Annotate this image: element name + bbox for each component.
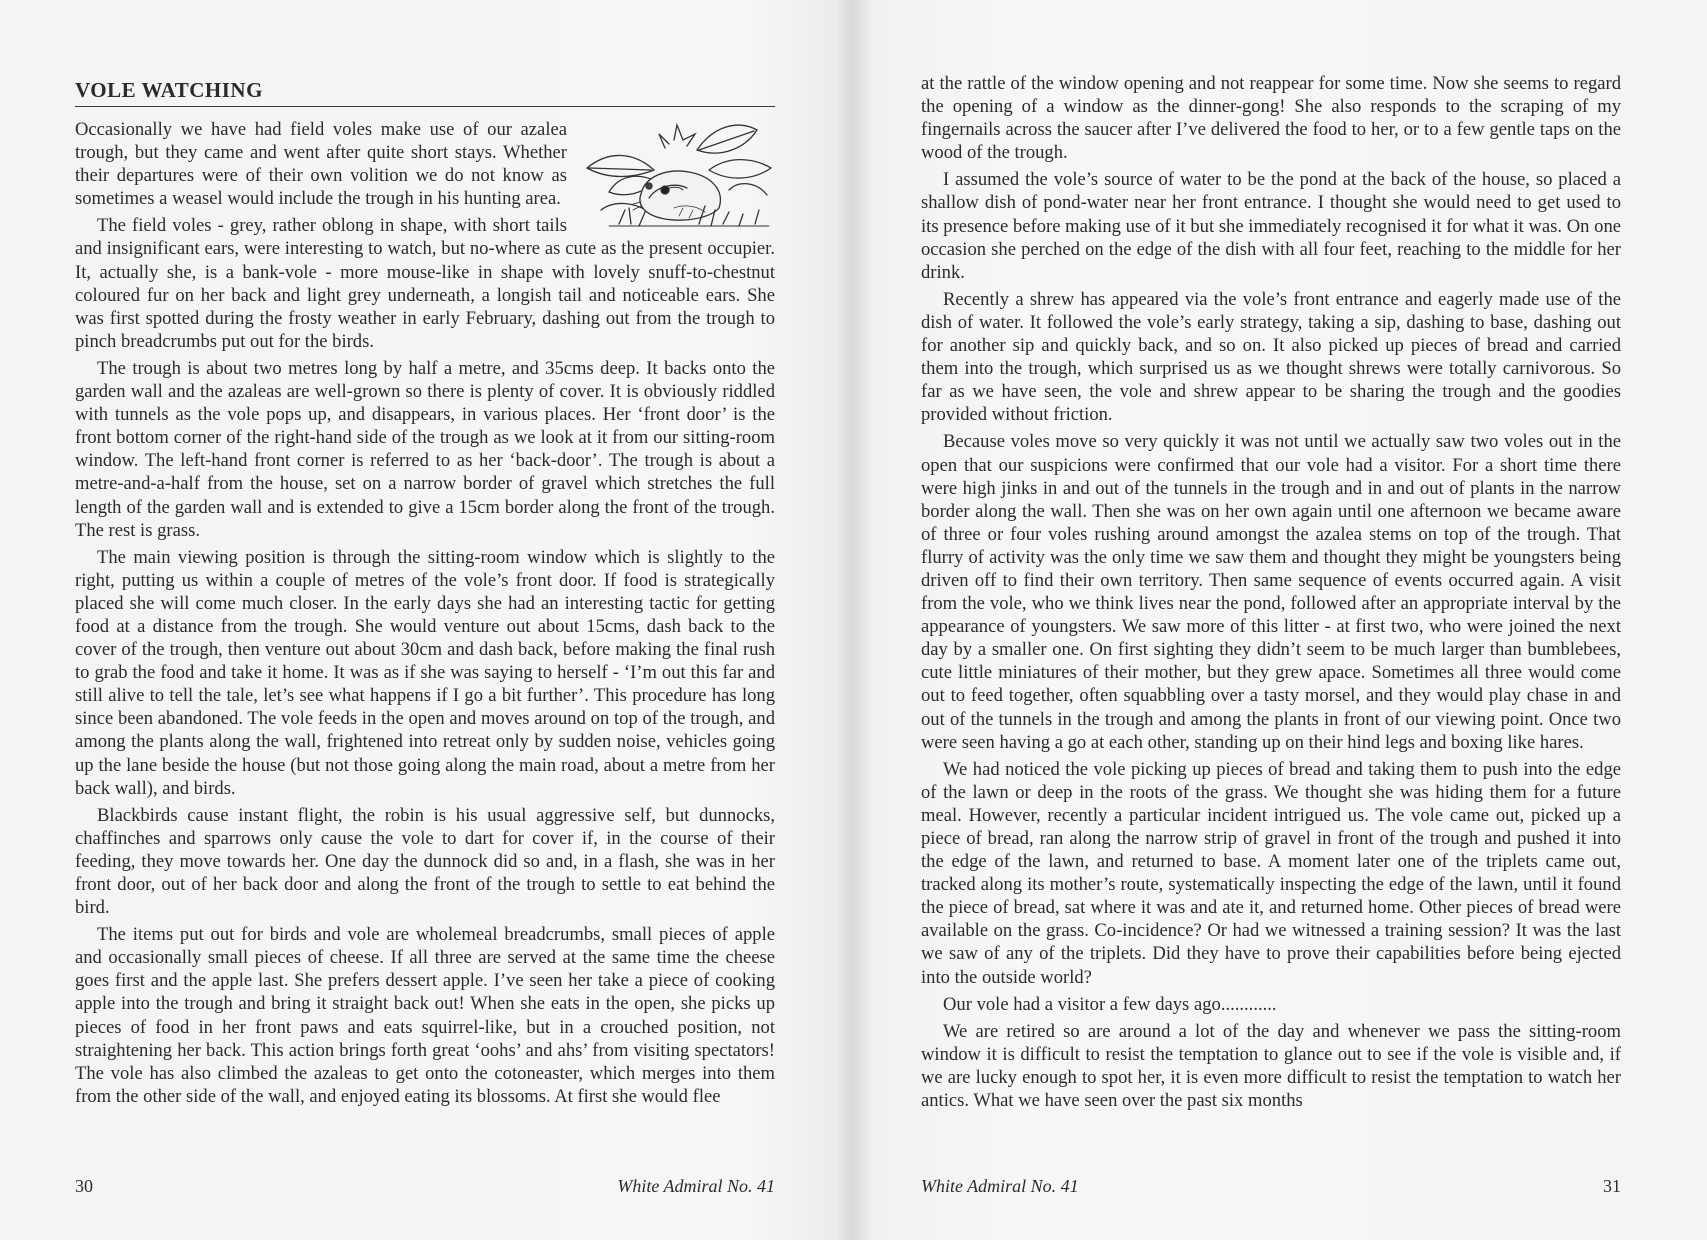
paragraph: The main viewing position is through the sitting-room window which is slightly to the right, putting us within a couple of metres of the vole’s front door. If food is strategically placed she will come much closer. In the early days she had an interesting tactic for getting food at a distance from the trough. She would venture out about 15cms, dash back to the cover of the trough, then venture out about 30cm and dash back, before making the final rush to grab the food and take it home. It was as if she was saying to herself - ‘I’m out this far and still alive to tell the tale, let’s see what happens if I go a bit further’. This procedure has long since been abandoned. The vole feeds in the open and moves around on top of the trough, and among the plants along the wall, frightened into retreat only by sudden noise, vehicles going up the lane beside the house (but not those going along the main road, about a metre from her back wall), and birds. [75,546,775,799]
magazine-issue: White Admiral No. 41 [617,1176,775,1196]
paragraph: Recently a shrew has appeared via the vole’s front entrance and eagerly made use of the dish of water. It followed the vole’s early strategy, taking a sip, dashing to base, dashing out for another sip and quickly back, and so on. It also picked up pieces of bread and carried them into the trough, which surprised us as we thought shrews were totally carnivorous. So far as we have seen, the vole and shrew appear to be sharing the trough and the goodies provided without friction. [921,288,1621,426]
paragraph: We had noticed the vole picking up pieces of bread and taking them to push into the edge of the lawn or deep in the roots of the grass. We thought she was hiding them for a future meal. However, recently a particular incident intrigued us. The vole came out, picked up a piece of bread, ran along the narrow strip of gravel in front of the trough and pushed it into the edge of the lawn, and returned to base. A moment later one of the triplets came out, tracked along its mother’s route, systematically inspecting the edge of the lawn, until it found the piece of bread, sat where it was and ate it, and returned home. Other pieces of bread were available on the grass. Co-incidence? Or had we witnessed a training session? It was the last we saw of any of the triplets. Did they have to prove their capabilities before being ejected into the outside world? [921,758,1621,988]
right-page [856,0,1707,1240]
magazine-issue: White Admiral No. 41 [921,1176,1079,1196]
left-page-text [75,118,775,1112]
right-page-text [921,72,1621,1116]
paragraph: The trough is about two metres long by half a metre, and 35cms deep. It backs onto the garden wall and the azaleas are well-grown so there is plenty of cover. It is obviously riddled with tunnels as the vole pops up, and disappears, in various places. Her ‘front door’ is the front bottom corner of the right-hand side of the trough as we look at it from our sitting-room window. The left-hand front corner is referred to as her ‘back-door’. The trough is about a metre-and-a-half from the house, set on a narrow border of gravel which stretches the full length of the garden wall and is extended to give a 15cm border along the front of the trough. The rest is grass. [75,357,775,541]
paragraph: Our vole had a visitor a few days ago............ [943,993,1277,1015]
vole-illustration [579,120,775,232]
paragraph: at the rattle of the window opening and not reappear for some time. Now she seems to regard the opening of a window as the dinner-gong! She also responds to the scraping of my fingernails across the saucer after I’ve delivered the food to her, or to a few gentle taps on the wood of the trough. [921,73,1621,164]
paragraph: Blackbirds cause instant flight, the robin is his usual aggressive self, but dunnocks, chaffinches and sparrows only cause the vole to dart for cover if, in the course of their feeding, they move towards her. One day the dunnock did so and, in a flash, she was in her front door, out of her back door and along the front of the trough to settle to eat behind the bird. [75,804,775,919]
page-number: 30 [75,1176,93,1196]
paragraph: I assumed the vole’s source of water to be the pond at the back of the house, so placed a shallow dish of pond-water near her front entrance. I thought she would need to get used to its presence before making use of it but she immediately recognised it for what it was. On one occasion she perched on the edge of the dish with all four feet, reaching to the middle for her drink. [921,169,1621,283]
article-title: VOLE WATCHING [75,78,775,107]
page-number: 31 [1603,1176,1621,1196]
paragraph: Because voles move so very quickly it was not until we actually saw two voles out in the open that our suspicions were confirmed that our vole had a visitor. For a short time there were high jinks in and out of the tunnels in the trough and in and out of plants in the narrow border along the wall. Then she was on her own again until one afternoon we became aware of three or four voles rushing around amongst the azalea stems on top of the trough. That flurry of activity was the only time we saw them and thought they might be youngsters being driven off to find their own territory. Then same sequence of events occurred again. A visit from the vole, who we think lives near the pond, followed after an appropriate interval by the appearance of youngsters. We saw more of this litter - at first two, who were joined the next day by a smaller one. On first sighting they didn’t seem to be much larger than bumblebees, cute little miniatures of their mother, but they grew apace. Sometimes all three would come out to feed together, often squabbling over a tasty morsel, and they would play chase in and out of the tunnels in the trough and among the plants in front of our viewing point. Once two were seen having a go at each other, standing up on their hind legs and boxing like hares. [921,431,1621,753]
left-page [0,0,852,1240]
paragraph: We are retired so are around a lot of the day and whenever we pass the sitting-room window it is difficult to resist the temptation to glance out to see if the vole is visible and, if we are lucky enough to spot her, it is even more difficult to resist the temptation to watch her antics. What we have seen over the past six months [921,1020,1621,1112]
paragraph: The items put out for birds and vole are wholemeal breadcrumbs, small pieces of apple and occasionally small pieces of cheese. If all three are served at the same time the cheese goes first and the apple last. She prefers dessert apple. I’ve seen her take a piece of cooking apple into the trough and bring it straight back out! When she eats in the open, she picks up pieces of food in her front paws and eats squirrel-like, but in a crouched position, not straightening her back. This action brings forth great ‘oohs’ and ahs’ from visiting spectators! The vole has also climbed the azaleas to get onto the cotoneaster, which merges into them from the other side of the wall, and enjoyed eating its blossoms. At first she would flee [75,924,775,1107]
paragraph: Occasionally we have had field voles make use of our azalea trough, but they came and went after quite short stays. Whether their departures were of their own volition we do not know as sometimes a weasel would include the trough in his hunting area. [75,119,567,210]
paragraph: The field voles - grey, rather oblong in shape, with short tails and insignificant ears, were interesting to watch, but no-where as cute as the present occupier. It, actually she, is a bank-vole - more mouse-like in shape with lovely snuff-to-chestnut coloured fur on her back and light grey underneath, a longish tail and noticeable ears. She was first spotted during the frosty weather in early February, dashing out from the trough to pinch breadcrumbs put out for the birds. [75,215,775,352]
